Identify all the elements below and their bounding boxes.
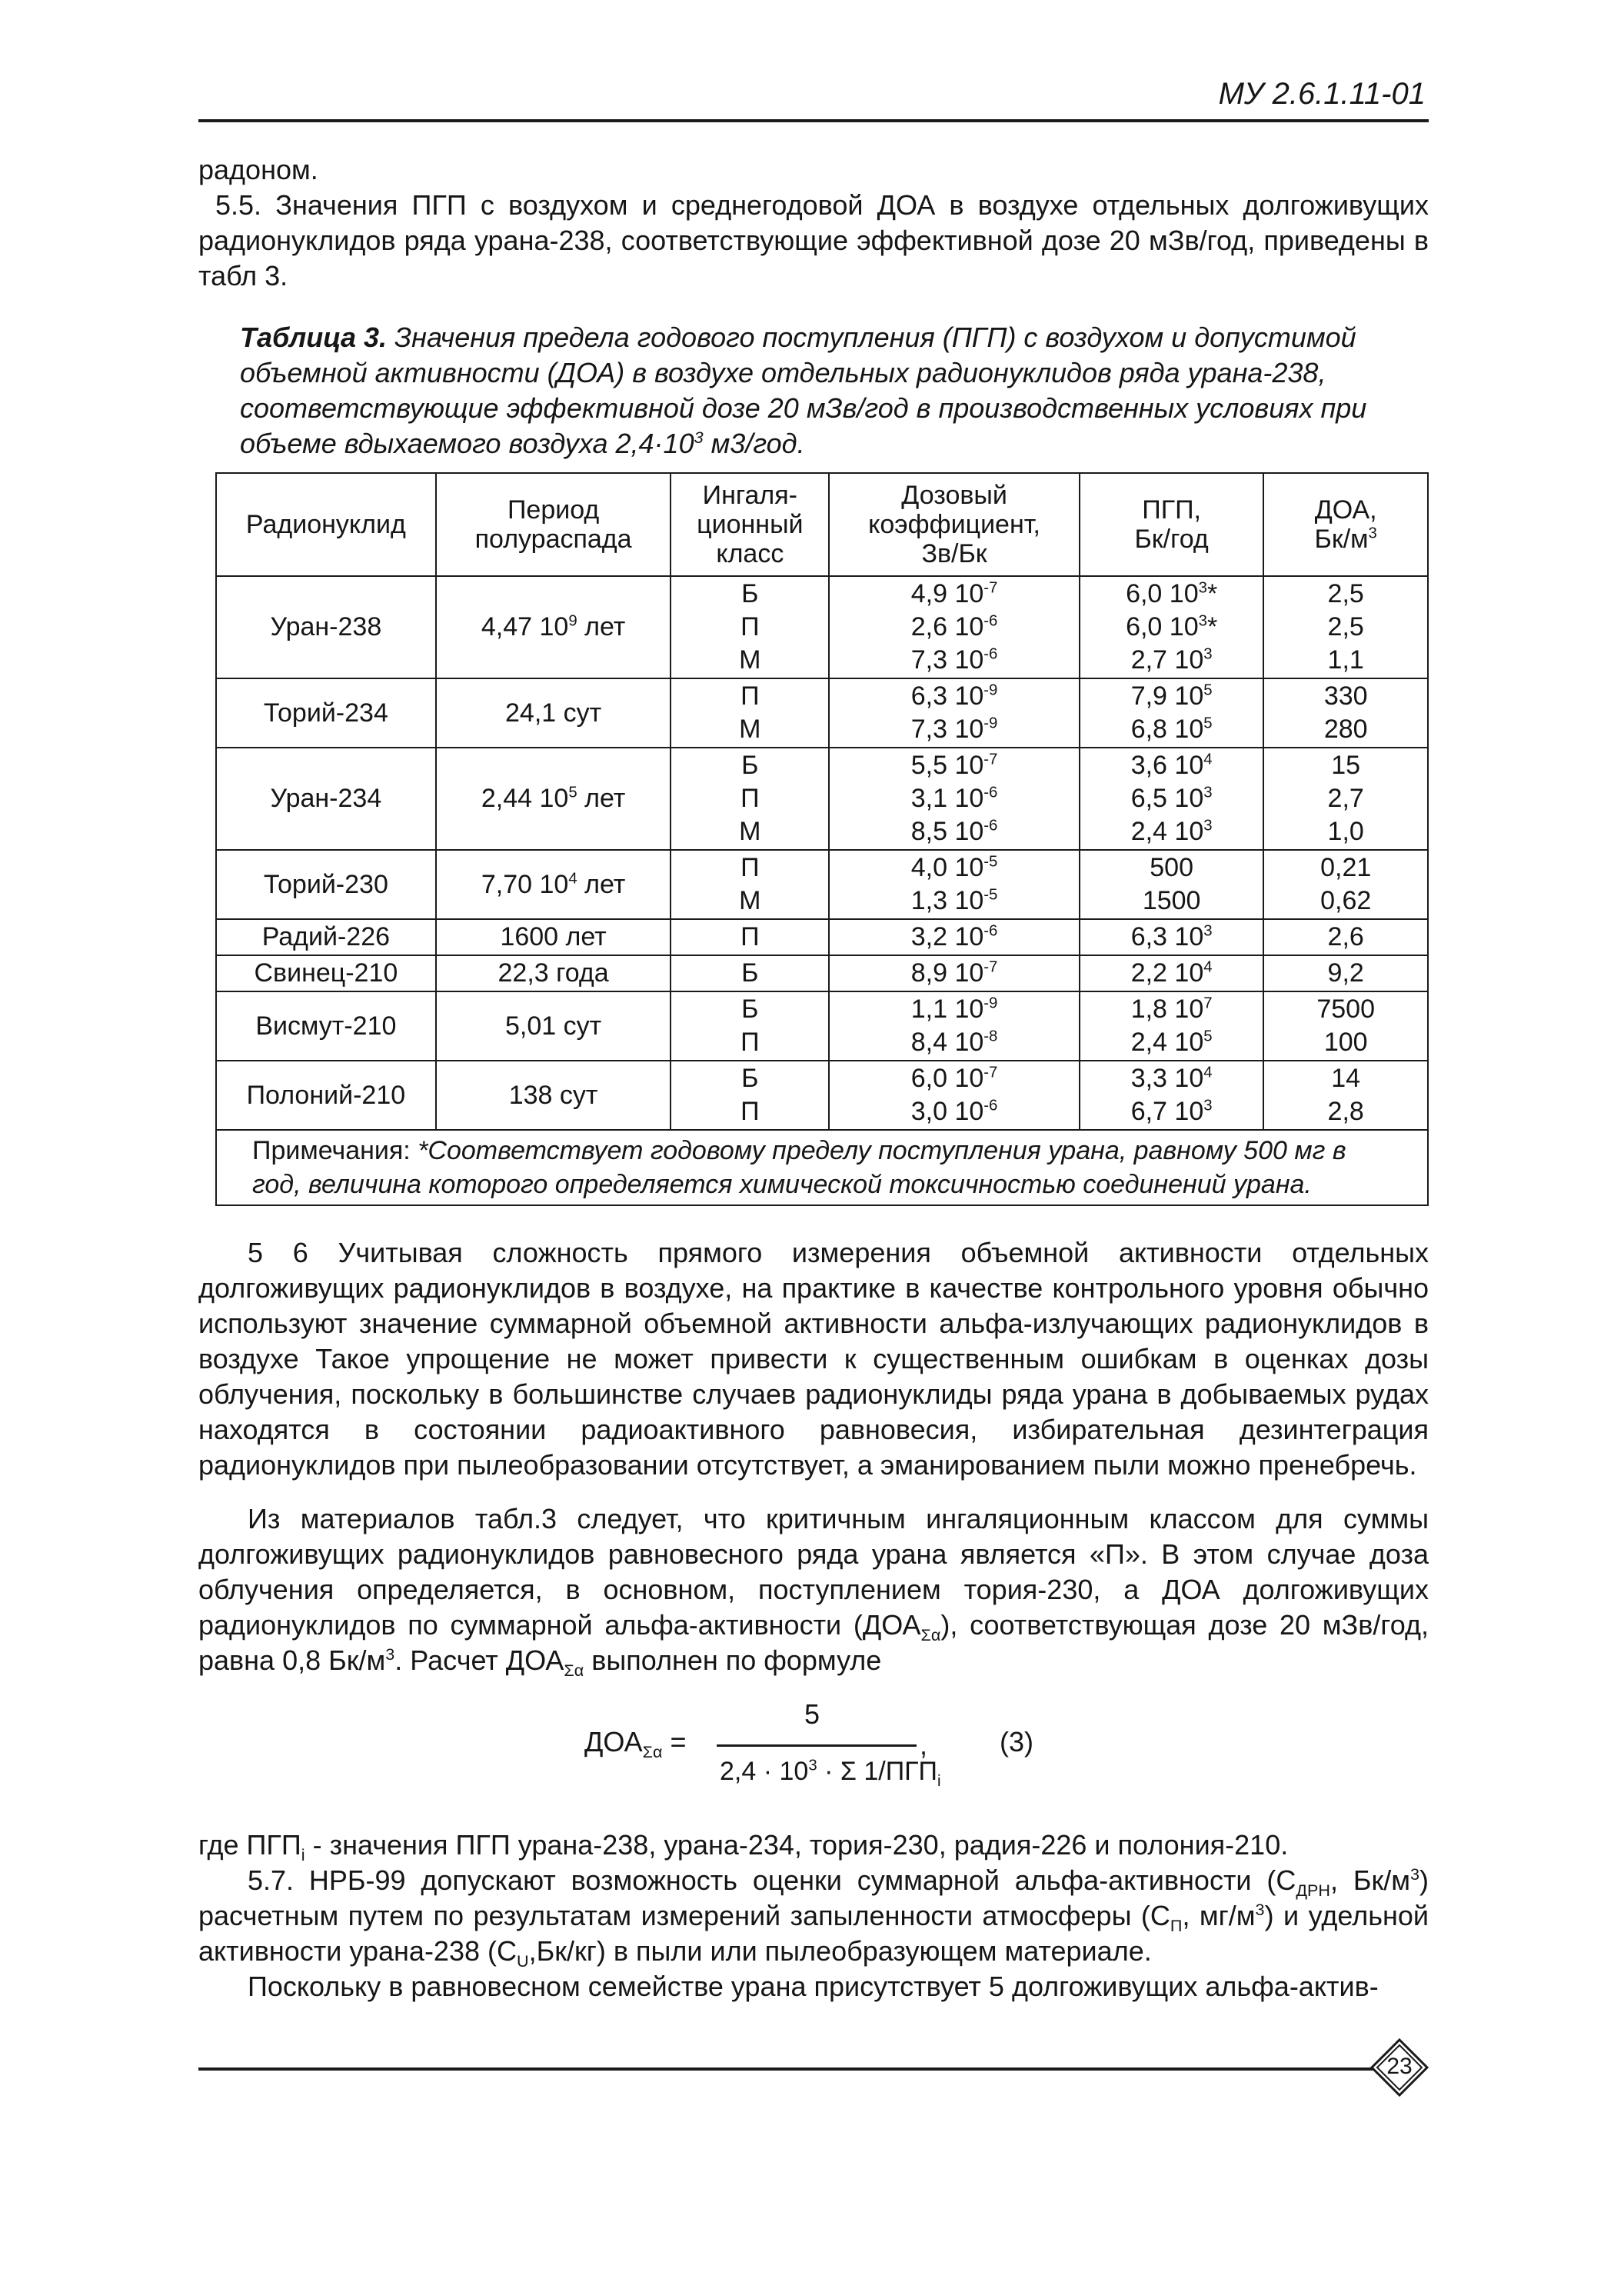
cell-radionuclide: Торий-230 <box>216 850 436 919</box>
cell-inhalation-class: П <box>671 919 829 955</box>
table-row <box>216 991 1428 1061</box>
table-caption-text: Значения предела годового поступления (ПГП) с воздухом и допустимой объемной активности (ДОА) в воздухе отдельных радионуклидов ряда урана-238, соответствующие эффективной дозе 20 мЗв/год в производственных условиях при объеме вдыхаемого воздуха 2,4·10 <box>240 322 1367 459</box>
cell-inhalation-class: Б П М <box>671 576 829 678</box>
cell-radionuclide: Уран-234 <box>216 748 436 850</box>
paragraph-last: Поскольку в равновесном семействе урана присутствует 5 долгоживущих альфа-актив- <box>248 1971 1379 2002</box>
cell-inhalation-class: П М <box>671 850 829 919</box>
table-note: Примечания: *Соответствует годовому пределу поступления урана, равному 500 мг в год, величина которого определяется химической токсичностью соединений урана. <box>216 1130 1428 1205</box>
cell-pgp: 6,0 $10^3*$ 6,0 $10^3*$ 2,7 $10^3$ <box>1080 576 1263 678</box>
cell-doa: 2,6 <box>1263 919 1428 955</box>
table-3 <box>215 472 1429 1206</box>
paragraph-5-6: 5 6 Учитывая сложность прямого измерения объемной активности отдельных долгоживущих радионуклидов в воздухе, на практике в качестве контрольного уровня обычно используют значение суммарной объемной активности альфа-излучающих радионуклидов в воздухе Такое упрощение не может привести к существенным ошибкам в оценках дозы облучения, поскольку в большинстве случаев радионуклиды ряда урана в добываемых рудах находятся в состоянии радиоактивного равновесия, избирательная дезинтеграция радионуклидов при пылеобразовании отсутствует, а эманированием пыли можно пренебречь. <box>198 1237 1429 1481</box>
formula-numerator: 5 <box>804 1698 820 1730</box>
cell-half-life: 2,44 $10^5$ лет <box>436 748 671 850</box>
cell-doa: 15 2,7 1,0 <box>1263 748 1428 850</box>
cell-doa: 14 2,8 <box>1263 1061 1428 1130</box>
cell-dose-coefficient: 6,3 $10^{-9}$ 7,3 $10^{-9}$ <box>829 678 1080 748</box>
cell-pgp: 3,6 $10^4$ 6,5 $10^3$ 2,4 $10^3$ <box>1080 748 1263 850</box>
table-row <box>216 576 1428 678</box>
cell-doa: 330 280 <box>1263 678 1428 748</box>
document-code: МУ 2.6.1.11-01 <box>1218 77 1426 111</box>
table-row <box>216 850 1428 919</box>
cell-dose-coefficient: 4,9 $10^{-7}$ 2,6 $10^{-6}$ 7,3 $10^{-6}$ <box>829 576 1080 678</box>
table-caption-tail: м3/год. <box>703 428 805 459</box>
table-caption-sup: 3 <box>694 428 704 447</box>
table-row <box>216 955 1428 991</box>
formula-lhs: $ДОА_{\Sigma\alpha}$ = <box>584 1726 687 1762</box>
cell-dose-coefficient: 3,2 $10^{-6}$ <box>829 919 1080 955</box>
cell-radionuclide: Полоний-210 <box>216 1061 436 1130</box>
table-note-row <box>216 1130 1428 1205</box>
cell-half-life: 138 сут <box>436 1061 671 1130</box>
cell-pgp: 2,2 $10^4$ <box>1080 955 1263 991</box>
formula-number: (3) <box>1000 1726 1033 1758</box>
footer-rule <box>198 2067 1375 2071</box>
formula-denominator: $2,4 \cdot 10^3 \cdot \Sigma$ $1/ПГП_i$ <box>720 1757 941 1790</box>
cell-dose-coefficient: 1,1 $10^{-9}$ 8,4 $10^{-8}$ <box>829 991 1080 1061</box>
cell-dose-coefficient: 8,9 $10^{-7}$ <box>829 955 1080 991</box>
table-caption <box>240 320 1428 461</box>
table-header-row <box>216 473 1428 576</box>
table-row <box>216 748 1428 850</box>
cell-doa: 9,2 <box>1263 955 1428 991</box>
header-rule <box>198 119 1429 122</box>
cell-inhalation-class: Б <box>671 955 829 991</box>
cell-pgp: 1,8 $10^7$ 2,4 $10^5$ <box>1080 991 1263 1061</box>
table-row <box>216 919 1428 955</box>
cell-pgp: 7,9 $10^5$ 6,8 $10^5$ <box>1080 678 1263 748</box>
cell-half-life: 4,47 $10^9$ лет <box>436 576 671 678</box>
cell-radionuclide: Свинец-210 <box>216 955 436 991</box>
header-inhalation-class: Ингаля- ционный класс <box>671 473 829 576</box>
cell-inhalation-class: Б П <box>671 991 829 1061</box>
table-row <box>216 678 1428 748</box>
cell-radionuclide: Висмут-210 <box>216 991 436 1061</box>
cell-half-life: 1600 лет <box>436 919 671 955</box>
page-number: 23 <box>1386 2054 1413 2079</box>
cell-half-life: 5,01 сут <box>436 991 671 1061</box>
header-radionuclide: Радионуклид <box>216 473 436 576</box>
cell-inhalation-class: Б П М <box>671 748 829 850</box>
cell-half-life: 24,1 сут <box>436 678 671 748</box>
header-doa: ДОА, $Бк/м^3$ <box>1263 473 1428 576</box>
formula-comma: , <box>920 1729 928 1761</box>
cell-half-life: 7,70 $10^4$ лет <box>436 850 671 919</box>
cell-pgp: 6,3 $10^3$ <box>1080 919 1263 955</box>
cell-radionuclide: Торий-234 <box>216 678 436 748</box>
cell-dose-coefficient: 6,0 $10^{-7}$ 3,0 $10^{-6}$ <box>829 1061 1080 1130</box>
table-row <box>216 1061 1428 1130</box>
paragraph-materials: Из материалов табл.3 следует, что критичным ингаляционным классом для суммы долгоживущих радионуклидов равновесного ряда урана является «П». В этом случае доза облучения определяется, в основном, поступлением тория-230, а ДОА долгоживущих радионуклидов по суммарной альфа-активности $(ДОА_{\Sigma\alpha})$, соответствующая дозе 20 мЗв/год, равна 0,8 $Бк/м^3$. Расчет $ДОА_{\Sigma\alpha}$ выполнен по формуле <box>198 1503 1429 1681</box>
cell-pgp: 500 1500 <box>1080 850 1263 919</box>
paragraph-5-5: 5.5. Значения ПГП с воздухом и среднегодовой ДОА в воздухе отдельных долгоживущих радионуклидов ряда урана-238, соответствующие эффективной дозе 20 мЗв/год, приведены в табл 3. <box>198 189 1429 292</box>
header-pgp: ПГП, Бк/год <box>1080 473 1263 576</box>
paragraph-continuation: радоном. <box>198 154 318 185</box>
cell-dose-coefficient: 4,0 $10^{-5}$ 1,3 $10^{-5}$ <box>829 850 1080 919</box>
formula-explanation: где $ПГП_i$ - значения ПГП урана-238, урана-234, тория-230, радия-226 и полония-210. <box>198 1829 1289 1865</box>
cell-radionuclide: Уран-238 <box>216 576 436 678</box>
formula-3 <box>584 1683 1092 1806</box>
table-caption-label: Таблица 3. <box>240 322 388 353</box>
page-number-badge <box>1370 2038 1429 2097</box>
cell-doa: 0,21 0,62 <box>1263 850 1428 919</box>
cell-doa: 7500 100 <box>1263 991 1428 1061</box>
cell-inhalation-class: Б П <box>671 1061 829 1130</box>
paragraph-5-7: 5.7. НРБ-99 допускают возможность оценки суммарной альфа-активности ($С_{ДРН}$, $Бк/м^3$) расчетным путем по результатам измерений запыленности атмосферы ($С_П$, $мг/м^3$) и удельной активности урана-238 $(С_U,Бк/кг)$ в пыли или пылеобразующем материале. <box>198 1864 1429 1971</box>
cell-half-life: 22,3 года <box>436 955 671 991</box>
header-dose-coefficient: Дозовый коэффициент, Зв/Бк <box>829 473 1080 576</box>
cell-radionuclide: Радий-226 <box>216 919 436 955</box>
formula-fraction-bar <box>717 1744 917 1747</box>
cell-inhalation-class: П М <box>671 678 829 748</box>
cell-pgp: 3,3 $10^4$ 6,7 $10^3$ <box>1080 1061 1263 1130</box>
cell-doa: 2,5 2,5 1,1 <box>1263 576 1428 678</box>
header-half-life: Период полураспада <box>436 473 671 576</box>
cell-dose-coefficient: 5,5 $10^{-7}$ 3,1 $10^{-6}$ 8,5 $10^{-6}$ <box>829 748 1080 850</box>
